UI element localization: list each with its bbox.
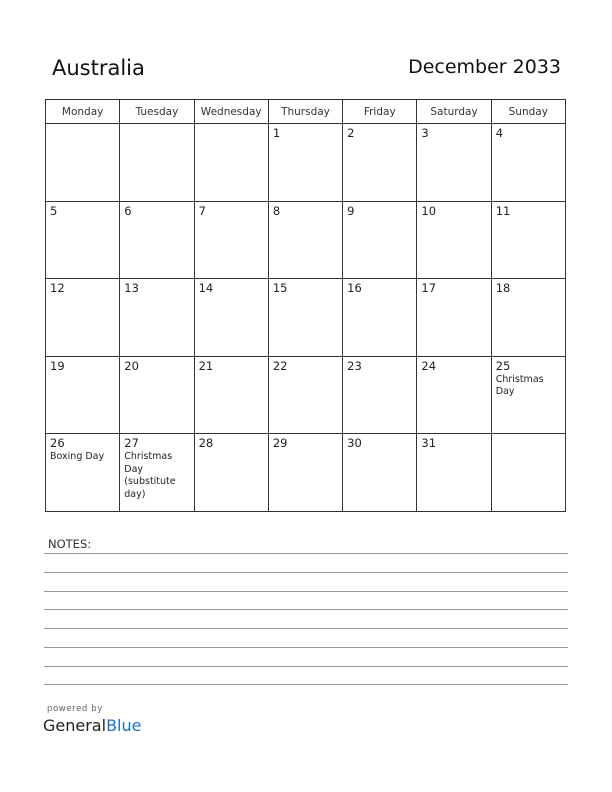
day-number: 29 bbox=[272, 436, 288, 451]
day-number: 2 bbox=[347, 126, 355, 140]
holiday-label: (substitute bbox=[124, 476, 176, 488]
country-title: Australia bbox=[52, 56, 145, 80]
powered-by-text: powered by bbox=[47, 704, 103, 714]
day-cell bbox=[269, 124, 343, 202]
day-number: 9 bbox=[347, 203, 355, 218]
weekday-tuesday: Tuesday bbox=[120, 100, 194, 124]
day-cell bbox=[195, 279, 269, 357]
weekday-wednesday: Wednesday bbox=[195, 100, 269, 124]
week-row bbox=[46, 279, 566, 357]
weekday-thursday: Thursday bbox=[269, 100, 343, 124]
day-number: 18 bbox=[495, 281, 511, 296]
day-cell bbox=[492, 434, 566, 512]
day-number: 24 bbox=[421, 358, 437, 373]
day-cell bbox=[120, 434, 194, 512]
day-number: 7 bbox=[198, 203, 206, 218]
notes-label: NOTES: bbox=[48, 537, 92, 551]
brand-logo bbox=[43, 716, 141, 735]
holiday-label: Christmas bbox=[495, 373, 544, 385]
holiday-label: Boxing Day bbox=[50, 451, 105, 463]
day-cell bbox=[46, 202, 120, 280]
day-cell bbox=[120, 202, 194, 280]
day-number: 6 bbox=[124, 203, 132, 218]
day-number: 4 bbox=[495, 126, 504, 140]
day-cell bbox=[417, 357, 491, 435]
notes-line bbox=[44, 609, 568, 610]
day-cell bbox=[343, 202, 417, 280]
notes-line bbox=[44, 647, 568, 648]
notes-line bbox=[44, 572, 568, 573]
holiday-label: Christmas bbox=[124, 451, 173, 463]
weekday-header-row bbox=[46, 100, 566, 124]
day-cell bbox=[195, 357, 269, 435]
weekday-monday: Monday bbox=[46, 100, 120, 124]
day-number: 25 bbox=[495, 358, 511, 373]
day-cell bbox=[417, 124, 491, 202]
day-cell bbox=[195, 202, 269, 280]
day-cell bbox=[492, 124, 566, 202]
day-number: 30 bbox=[347, 436, 362, 451]
notes-line bbox=[44, 553, 568, 554]
weekday-sunday: Sunday bbox=[492, 100, 566, 124]
day-number: 10 bbox=[421, 203, 437, 218]
day-cell bbox=[492, 279, 566, 357]
weekday-saturday: Saturday bbox=[417, 100, 491, 124]
brand-general: General bbox=[43, 716, 107, 735]
day-cell bbox=[343, 279, 417, 357]
calendar-grid bbox=[45, 99, 566, 512]
day-number: 14 bbox=[198, 281, 214, 296]
holiday-label: day) bbox=[124, 488, 146, 500]
day-cell bbox=[417, 279, 491, 357]
day-cell bbox=[343, 124, 417, 202]
week-row bbox=[46, 202, 566, 280]
day-number: 22 bbox=[272, 358, 288, 373]
day-number: 5 bbox=[50, 203, 58, 218]
day-cell bbox=[417, 202, 491, 280]
day-cell bbox=[46, 434, 120, 512]
day-cell bbox=[269, 279, 343, 357]
week-row bbox=[46, 357, 566, 435]
day-number: 11 bbox=[495, 203, 511, 218]
day-number: 16 bbox=[347, 281, 362, 296]
day-cell bbox=[343, 434, 417, 512]
day-number: 27 bbox=[124, 436, 139, 451]
day-number: 1 bbox=[272, 126, 281, 140]
day-cell bbox=[195, 124, 269, 202]
notes-line bbox=[44, 684, 568, 685]
day-cell bbox=[269, 202, 343, 280]
day-cell bbox=[492, 357, 566, 435]
day-number: 17 bbox=[421, 281, 437, 296]
brand-blue: Blue bbox=[106, 716, 142, 735]
notes-line bbox=[44, 628, 568, 629]
day-cell bbox=[46, 124, 120, 202]
weekday-friday: Friday bbox=[343, 100, 417, 124]
day-number: 31 bbox=[421, 436, 437, 451]
day-cell bbox=[120, 124, 194, 202]
day-cell bbox=[417, 434, 491, 512]
notes-line bbox=[44, 666, 568, 667]
week-row bbox=[46, 434, 566, 512]
day-number: 12 bbox=[50, 281, 65, 296]
day-number: 20 bbox=[124, 358, 139, 373]
day-cell bbox=[269, 434, 343, 512]
holiday-label: Day bbox=[495, 386, 515, 398]
month-title: December 2033 bbox=[408, 56, 561, 78]
day-number: 15 bbox=[272, 281, 288, 296]
day-cell bbox=[492, 202, 566, 280]
day-number: 21 bbox=[198, 358, 214, 373]
day-number: 3 bbox=[421, 126, 429, 140]
day-number: 26 bbox=[50, 436, 65, 451]
week-row bbox=[46, 124, 566, 202]
day-number: 13 bbox=[124, 281, 139, 296]
day-number: 23 bbox=[347, 358, 362, 373]
day-cell bbox=[269, 357, 343, 435]
day-number: 8 bbox=[272, 203, 281, 218]
day-cell bbox=[195, 434, 269, 512]
day-cell bbox=[46, 357, 120, 435]
day-cell bbox=[46, 279, 120, 357]
weeks-container bbox=[46, 124, 566, 512]
day-cell bbox=[120, 279, 194, 357]
holiday-label: Day bbox=[124, 463, 144, 475]
day-number: 28 bbox=[198, 436, 214, 451]
day-cell bbox=[120, 357, 194, 435]
notes-line bbox=[44, 591, 568, 592]
day-number: 19 bbox=[50, 358, 65, 373]
day-cell bbox=[343, 357, 417, 435]
